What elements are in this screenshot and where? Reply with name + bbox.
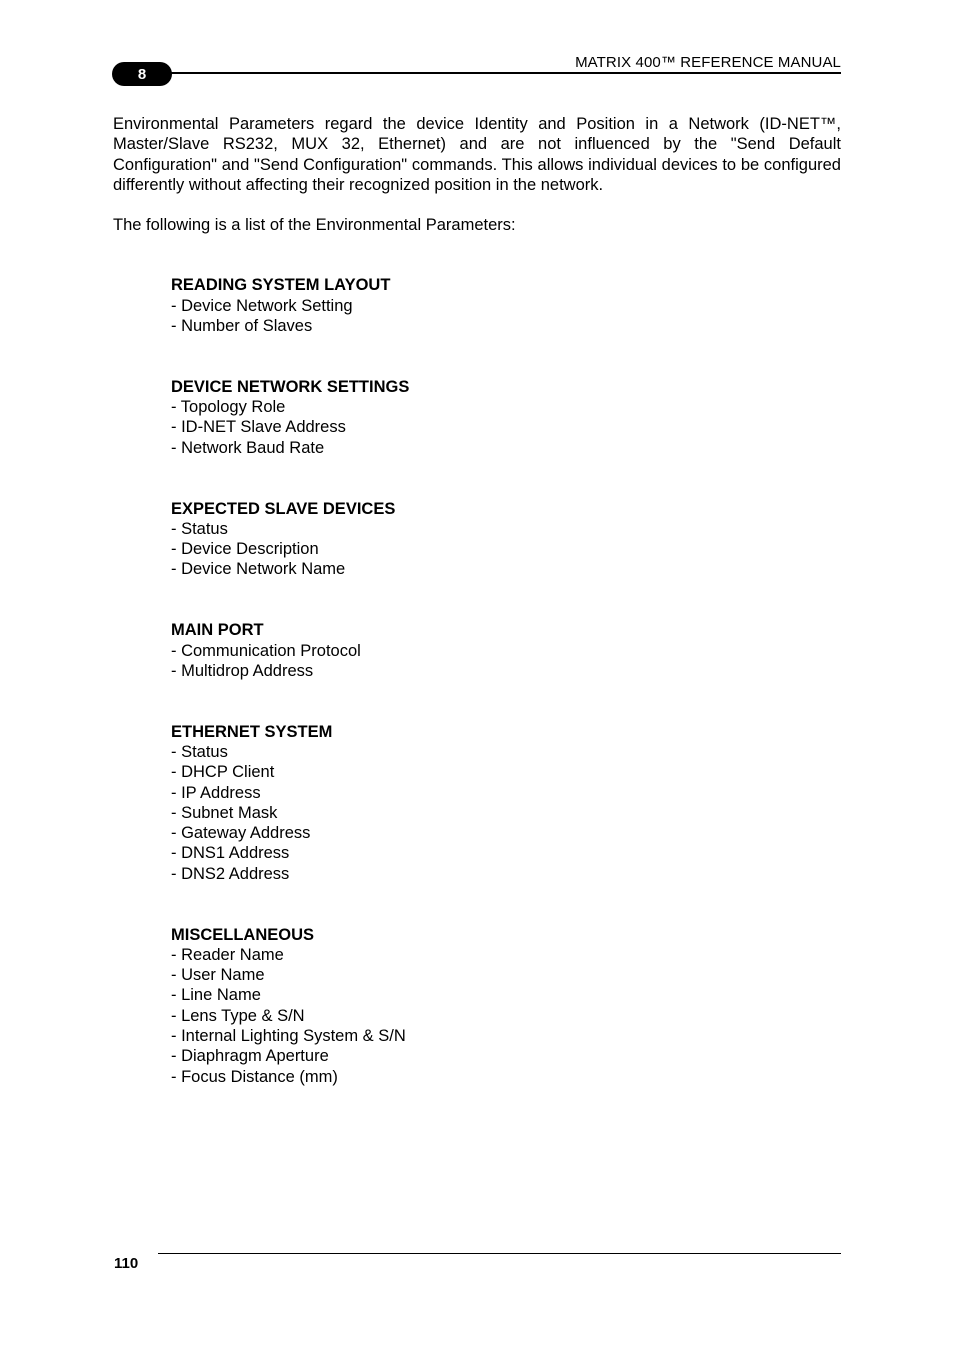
list-item: - DNS2 Address	[171, 864, 290, 883]
list-item: - Network Baud Rate	[171, 438, 325, 457]
section-title: EXPECTED SLAVE DEVICES	[171, 499, 396, 518]
parameter-section	[171, 377, 841, 458]
list-item: - Status	[171, 742, 228, 761]
list-item: - Lens Type & S/N	[171, 1006, 305, 1025]
list-item: - Reader Name	[171, 945, 284, 964]
page-content	[113, 114, 841, 1127]
list-item: - Device Network Name	[171, 560, 346, 579]
list-item: - Line Name	[171, 986, 261, 1005]
section-title: READING SYSTEM LAYOUT	[171, 276, 391, 295]
list-item: - Number of Slaves	[171, 317, 313, 336]
section-title: DEVICE NETWORK SETTINGS	[171, 377, 410, 396]
list-item: - DHCP Client	[171, 763, 275, 782]
list-item: - Device Network Setting	[171, 296, 353, 315]
parameter-section	[171, 722, 841, 884]
section-title: MISCELLANEOUS	[171, 925, 315, 944]
section-title: MAIN PORT	[171, 621, 264, 640]
list-item: - Topology Role	[171, 398, 286, 417]
parameter-section	[171, 925, 841, 1087]
parameter-sections	[113, 275, 841, 1086]
list-item: - Internal Lighting System & S/N	[171, 1027, 406, 1045]
list-item: - Multidrop Address	[171, 661, 314, 680]
list-item: - Subnet Mask	[171, 803, 278, 822]
list-item: - Communication Protocol	[171, 641, 361, 660]
chapter-badge: 8	[112, 62, 172, 86]
list-item: - Gateway Address	[171, 824, 311, 843]
list-item: - IP Address	[171, 783, 261, 802]
list-item: - Device Description	[171, 540, 319, 559]
intro-paragraph: Environmental Parameters regard the device Identity and Position in a Network (ID-NET™, Master/Slave RS232, MUX 32, Ethernet) and are not influenced by the "Send Default Configuration" and "Send Configuration" commands. This allows individual devices to be configured differently without affecting their recognized position in the network.	[113, 115, 841, 194]
list-item: - DNS1 Address	[171, 844, 290, 863]
manual-title: MATRIX 400™ REFERENCE MANUAL	[575, 54, 841, 71]
parameter-section	[171, 620, 841, 681]
section-title: ETHERNET SYSTEM	[171, 722, 333, 741]
list-item: - Status	[171, 519, 228, 538]
list-lead-paragraph: The following is a list of the Environmental Parameters:	[113, 216, 516, 235]
footer-rule	[158, 1253, 841, 1254]
list-item: - Focus Distance (mm)	[171, 1067, 338, 1086]
header-rule	[160, 72, 841, 74]
parameter-section	[171, 275, 841, 336]
parameter-section	[171, 499, 841, 580]
list-item: - ID-NET Slave Address	[171, 418, 346, 437]
page-number: 110	[114, 1255, 139, 1272]
list-item: - User Name	[171, 966, 265, 985]
list-item: - Diaphragm Aperture	[171, 1047, 329, 1066]
